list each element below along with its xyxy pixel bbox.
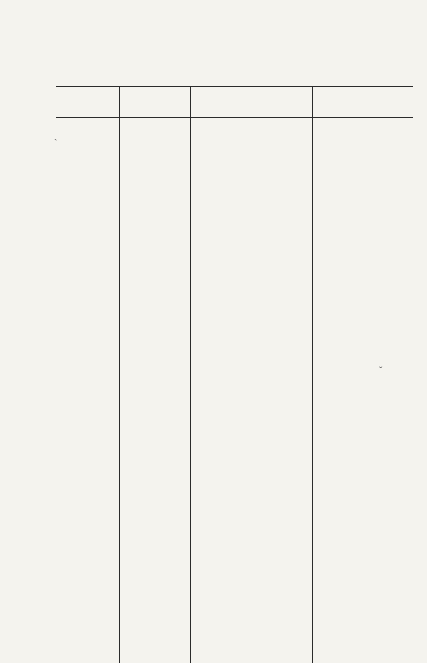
table-top-rule bbox=[56, 86, 413, 87]
scan-mark: ˇ bbox=[379, 366, 383, 377]
column-divider-2 bbox=[190, 86, 191, 663]
table-header-rule bbox=[56, 117, 413, 118]
scan-mark: ˏ bbox=[54, 130, 58, 141]
column-divider-1 bbox=[119, 86, 120, 663]
column-divider-3 bbox=[312, 86, 313, 663]
